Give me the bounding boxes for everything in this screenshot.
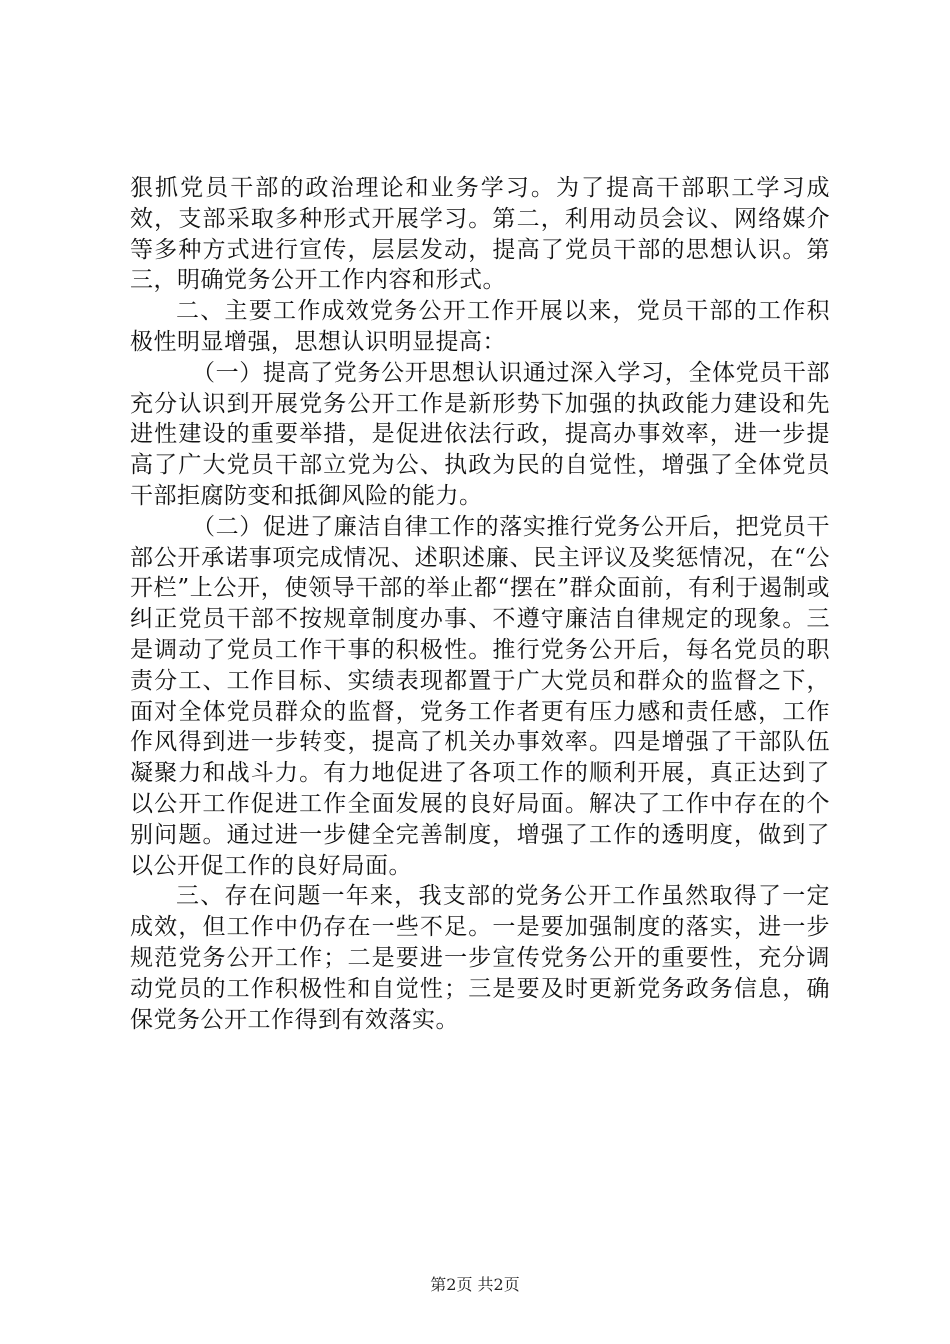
paragraph-subsection-two: （二）促进了廉洁自律工作的落实推行党务公开后，把党员干部公开承诺事项完成情况、述职述廉、民主评议及奖惩情况，在“公开栏”上公开，使领导干部的举止都“摆在”群众面前，有利于遏制或纠正党员干部不按规章制度办事、不遵守廉洁自律规定的现象。三是调动了党员工作干事的积极性。推行党务公开后，每名党员的职责分工、工作目标、实绩表现都置于广大党员和群众的监督之下，面对全体党员群众的监督，党务工作者更有压力感和责任感，工作作风得到进一步转变，提高了机关办事效率。四是增强了干部队伍凝聚力和战斗力。有力地促进了各项工作的顺利开展，真正达到了以公开工作促进工作全面发展的良好局面。解决了工作中存在的个别问题。通过进一步健全完善制度，增强了工作的透明度，做到了以公开促工作的良好局面。 <box>130 513 830 879</box>
page-footer: 第2页 共2页 <box>430 1275 520 1294</box>
paragraph-section-two: 二、主要工作成效党务公开工作开展以来，党员干部的工作积极性明显增强，思想认识明显提高： <box>130 298 830 355</box>
document-body <box>130 173 830 1035</box>
paragraph-continuation: 狠抓党员干部的政治理论和业务学习。为了提高干部职工学习成效，支部采取多种形式开展学习。第二，利用动员会议、网络媒介等多种方式进行宣传，层层发动，提高了党员干部的思想认识。第三，明确党务公开工作内容和形式。 <box>130 175 830 294</box>
paragraph-subsection-one: （一）提高了党务公开思想认识通过深入学习，全体党员干部充分认识到开展党务公开工作是新形势下加强的执政能力建设和先进性建设的重要举措，是促进依法行政，提高办事效率，进一步提高了广大党员干部立党为公、执政为民的自觉性，增强了全体党员干部拒腐防变和抵御风险的能力。 <box>130 359 830 509</box>
paragraph-section-three: 三、存在问题一年来，我支部的党务公开工作虽然取得了一定成效，但工作中仍存在一些不足。一是要加强制度的落实，进一步规范党务公开工作；二是要进一步宣传党务公开的重要性，充分调动党员的工作积极性和自觉性；三是要及时更新党务政务信息，确保党务公开工作得到有效落实。 <box>130 883 830 1033</box>
